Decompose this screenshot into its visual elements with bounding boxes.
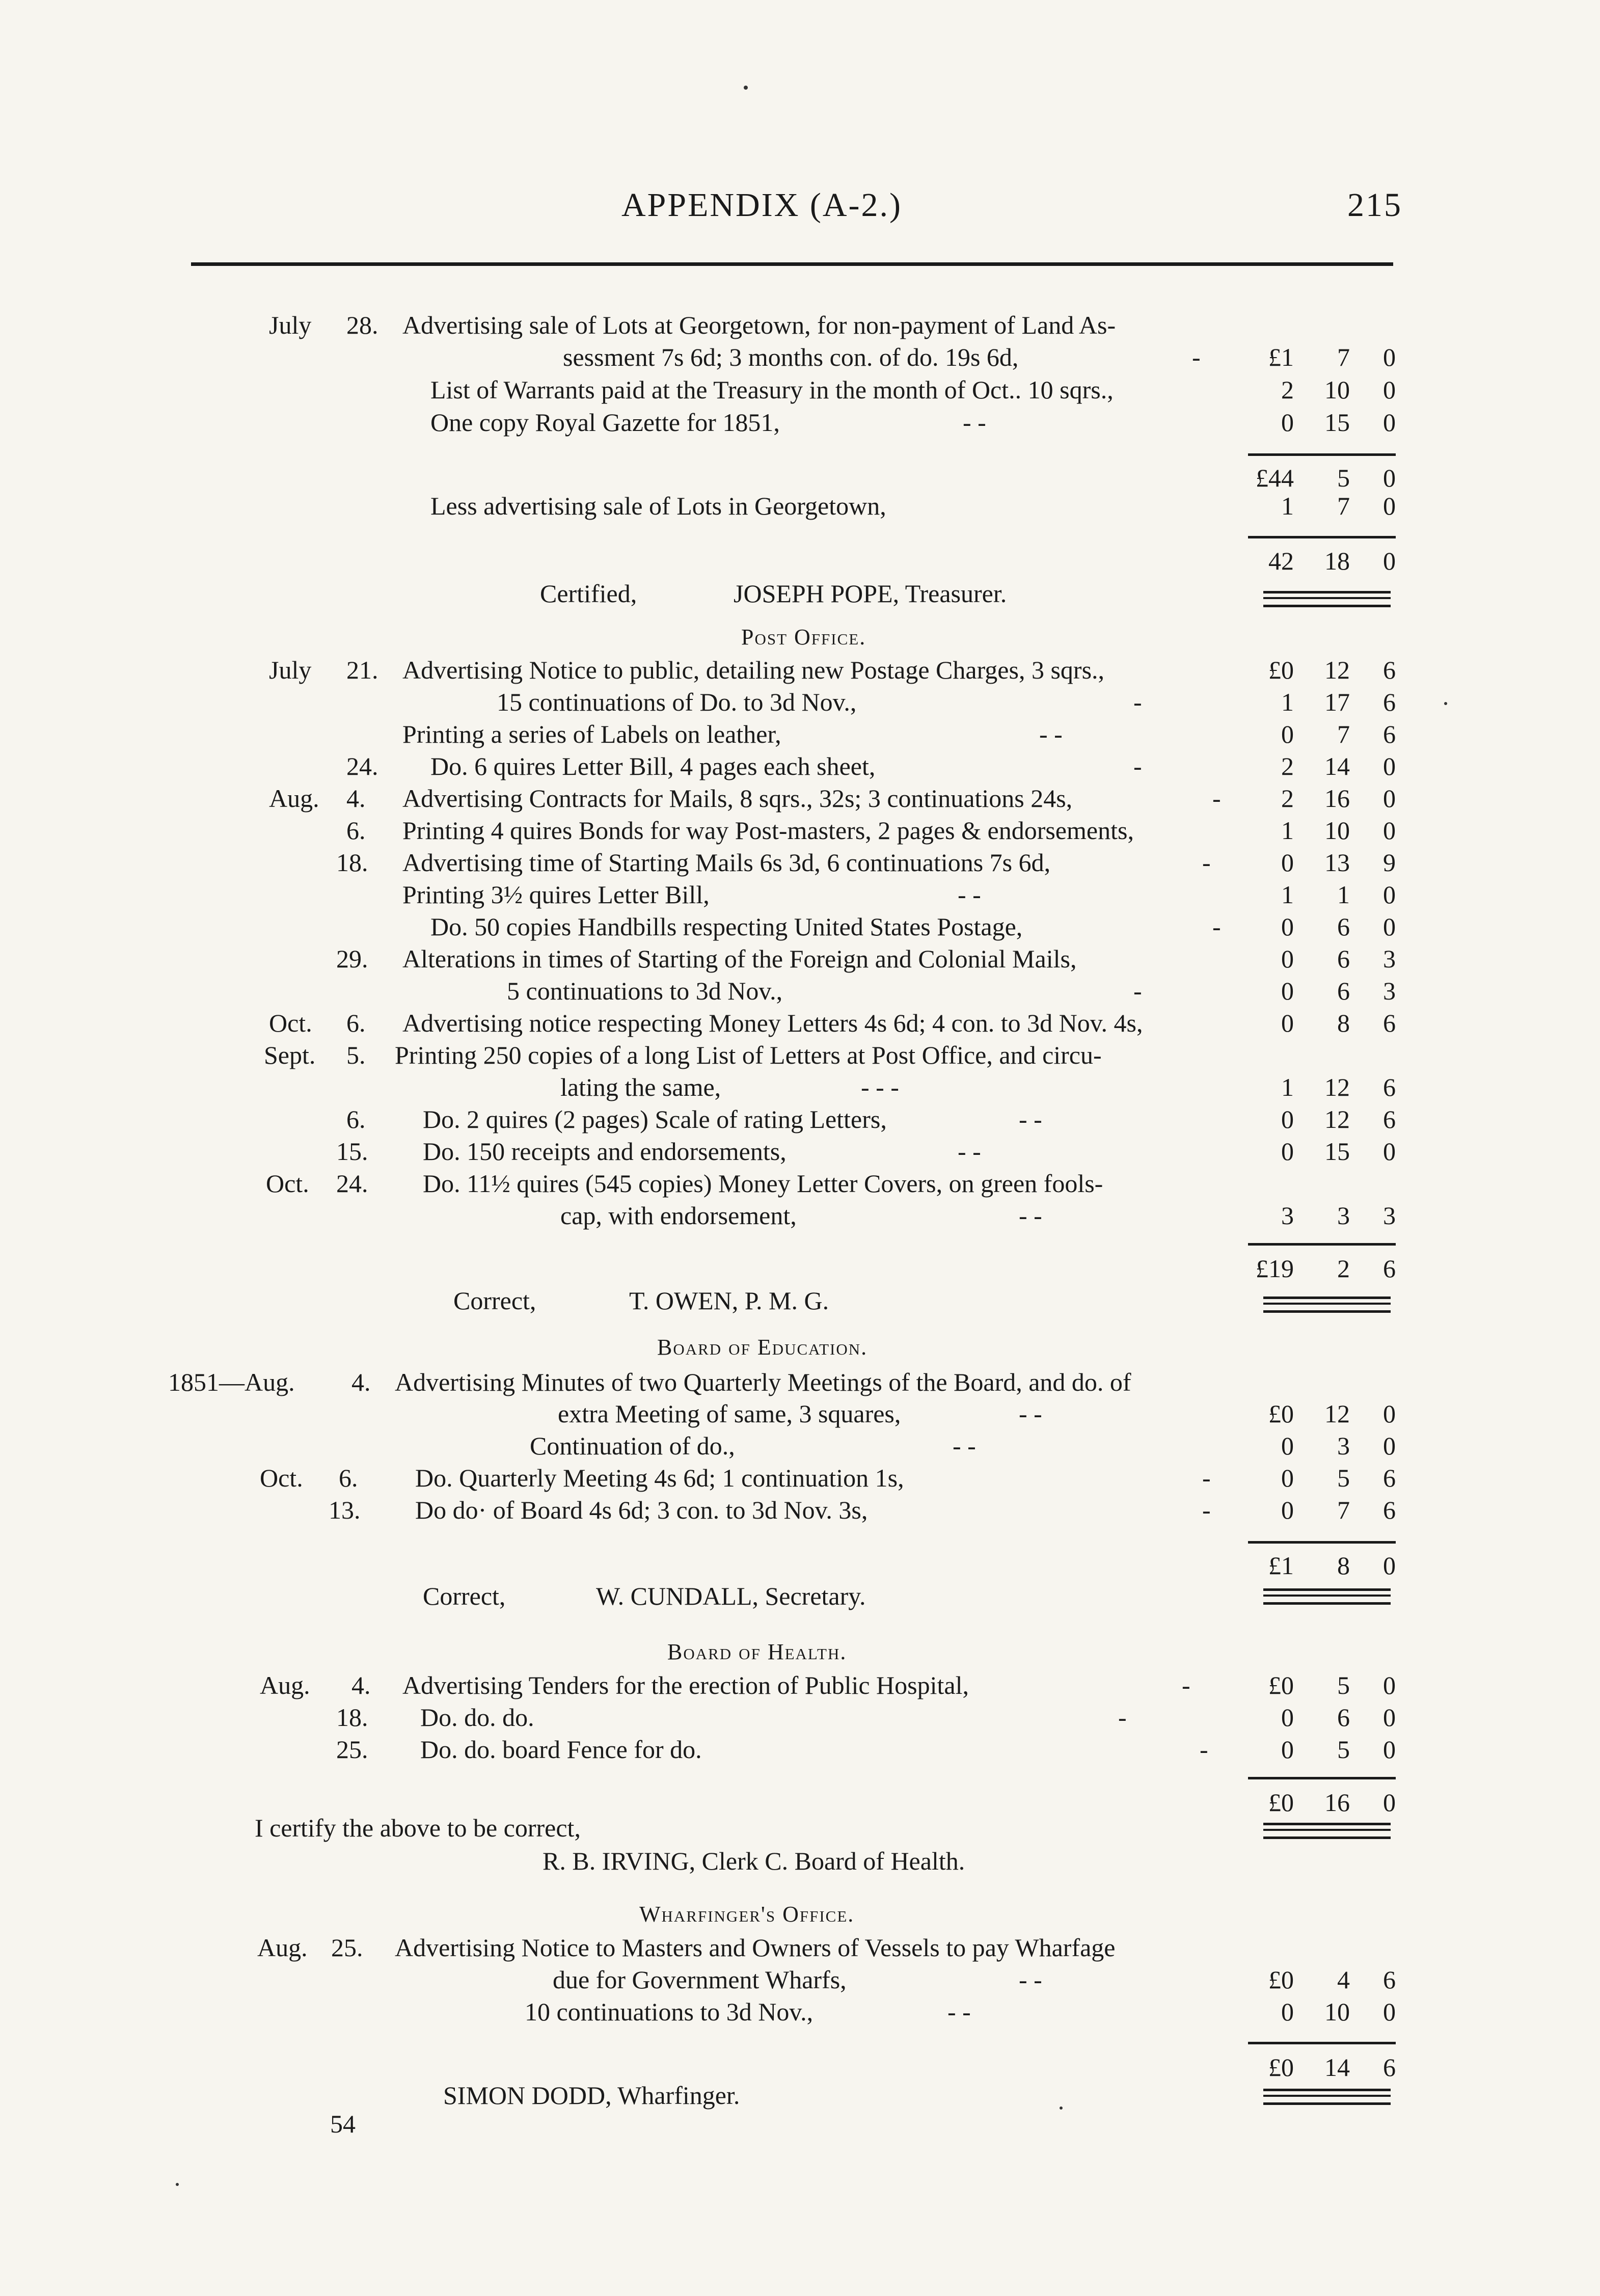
entry-text: 15 continuations of Do. to 3d Nov., xyxy=(497,688,857,716)
entry-text: Do. 2 quires (2 pages) Scale of rating Letters, xyxy=(423,1105,887,1133)
amount-shillings: 5 xyxy=(1337,464,1350,492)
amount-pence: 0 xyxy=(1383,408,1396,437)
amount-pounds: 0 xyxy=(1281,944,1294,973)
amount-pounds: £0 xyxy=(1268,1671,1294,1699)
ledger-line xyxy=(0,340,1600,374)
ledger-line xyxy=(0,942,1600,976)
ledger-line xyxy=(0,685,1600,719)
amount-shillings: 8 xyxy=(1337,1551,1350,1580)
leader-dash: - xyxy=(1192,343,1201,371)
ledger-line xyxy=(0,1963,1600,1996)
amount-shillings: 6 xyxy=(1337,1703,1350,1732)
amount-pence: 9 xyxy=(1383,848,1396,877)
ledger-line xyxy=(0,974,1600,1008)
leader-dash: - xyxy=(1212,784,1221,813)
entry-text: extra Meeting of same, 3 squares, xyxy=(558,1399,901,1428)
amount-pence: 0 xyxy=(1383,1399,1396,1428)
amount-pounds: £0 xyxy=(1268,1788,1294,1817)
double-rule xyxy=(1263,591,1391,607)
amount-pence: 6 xyxy=(1383,1105,1396,1133)
amount-pounds: 0 xyxy=(1281,912,1294,941)
leader-dash: - xyxy=(1212,912,1221,941)
section-heading: Board of Health. xyxy=(667,1639,847,1664)
signatory: T. OWEN, P. M. G. xyxy=(629,1286,829,1315)
amount-pounds: 0 xyxy=(1281,1997,1294,2026)
ledger-line xyxy=(0,1070,1600,1104)
ledger-line xyxy=(0,1102,1600,1136)
leader-dash: - - xyxy=(1019,1965,1042,1994)
entry-text: cap, with endorsement, xyxy=(560,1201,797,1230)
total-line xyxy=(0,1252,1600,1285)
leader-dash: - - xyxy=(1019,1399,1042,1428)
leader-dash: - xyxy=(1200,1735,1208,1764)
amount-shillings: 1 xyxy=(1337,880,1350,909)
amount-pence: 3 xyxy=(1383,944,1396,973)
ledger-line xyxy=(0,878,1600,911)
amount-shillings: 2 xyxy=(1337,1254,1350,1283)
amount-pence: 0 xyxy=(1383,1671,1396,1699)
entry-text: 10 continuations to 3d Nov., xyxy=(525,1997,813,2026)
amount-pounds: 2 xyxy=(1281,375,1294,404)
ink-speck xyxy=(744,86,748,90)
entry-day: 29. xyxy=(336,944,368,973)
page-number: 215 xyxy=(1347,186,1402,224)
entry-day: 24. xyxy=(346,752,378,780)
total-rule xyxy=(1248,2042,1396,2044)
amount-pence: 3 xyxy=(1383,977,1396,1005)
ledger-line xyxy=(0,1038,1600,1072)
amount-shillings: 12 xyxy=(1324,656,1350,684)
entry-text: Do. 11½ quires (545 copies) Money Letter Covers, on green fools- xyxy=(423,1169,1103,1198)
entry-text: Advertising Tenders for the erection of Public Hospital, xyxy=(402,1671,969,1699)
leader-dash: - xyxy=(1133,752,1142,780)
leader-dash: - - xyxy=(1019,1105,1042,1133)
amount-pence: 0 xyxy=(1383,752,1396,780)
signatory: R. B. IRVING, Clerk C. Board of Health. xyxy=(543,1847,965,1875)
certify-text: I certify the above to be correct, xyxy=(255,1814,581,1842)
entry-text: One copy Royal Gazette for 1851, xyxy=(430,408,780,437)
leader-dash: - - xyxy=(953,1431,976,1460)
signatory: W. CUNDALL, Secretary. xyxy=(596,1582,866,1610)
leader-dash: - xyxy=(1202,1464,1211,1492)
entry-month: Oct. xyxy=(269,1009,312,1037)
ledger-line xyxy=(0,1931,1600,1964)
leader-dash: - - xyxy=(958,880,981,909)
ledger-line xyxy=(0,717,1600,751)
entry-month: Oct. xyxy=(260,1464,303,1492)
amount-pence: 0 xyxy=(1383,492,1396,520)
amount-pounds: 2 xyxy=(1281,784,1294,813)
amount-shillings: 10 xyxy=(1324,816,1350,845)
entry-text: 5 continuations to 3d Nov., xyxy=(507,977,783,1005)
correct-label: Correct, xyxy=(453,1286,536,1315)
leader-dash: - xyxy=(1202,1496,1211,1524)
entry-text: Do. Quarterly Meeting 4s 6d; 1 continuation 1s, xyxy=(415,1464,904,1492)
entry-day: 4. xyxy=(346,784,366,813)
amount-pence: 0 xyxy=(1383,816,1396,845)
amount-pence: 0 xyxy=(1383,912,1396,941)
amount-shillings: 14 xyxy=(1324,752,1350,780)
ledger-line xyxy=(0,749,1600,783)
amount-shillings: 18 xyxy=(1324,547,1350,575)
entry-month: Aug. xyxy=(257,1933,308,1962)
entry-text: Do. do. board Fence for do. xyxy=(420,1735,702,1764)
amount-pence: 0 xyxy=(1383,464,1396,492)
total-rule xyxy=(1248,536,1396,538)
amount-shillings: 16 xyxy=(1324,1788,1350,1817)
amount-pence: 6 xyxy=(1383,688,1396,716)
amount-pence: 6 xyxy=(1383,656,1396,684)
amount-pence: 0 xyxy=(1383,1997,1396,2026)
ledger-line xyxy=(0,373,1600,407)
amount-shillings: 8 xyxy=(1337,1009,1350,1037)
leader-dash: - xyxy=(1182,1671,1190,1699)
amount-pence: 0 xyxy=(1383,375,1396,404)
ledger-line xyxy=(0,1199,1600,1232)
net-line xyxy=(0,544,1600,578)
amount-pence: 3 xyxy=(1383,1201,1396,1230)
section-heading: Wharfinger's Office. xyxy=(639,1902,855,1927)
total-rule xyxy=(1248,1777,1396,1779)
amount-pence: 0 xyxy=(1383,547,1396,575)
amount-shillings: 14 xyxy=(1324,2053,1350,2082)
leader-dash: - - xyxy=(963,408,986,437)
double-rule xyxy=(1263,1588,1391,1605)
amount-shillings: 16 xyxy=(1324,784,1350,813)
entry-month: 1851—Aug. xyxy=(168,1368,295,1396)
entry-month: July xyxy=(269,656,312,684)
ledger-line xyxy=(0,910,1600,943)
entry-text: Advertising Notice to public, detailing new Postage Charges, 3 sqrs., xyxy=(402,656,1105,684)
entry-text: Less advertising sale of Lots in Georgetown, xyxy=(430,492,886,520)
amount-pounds: 0 xyxy=(1281,1496,1294,1524)
amount-pence: 6 xyxy=(1383,720,1396,748)
amount-pence: 6 xyxy=(1383,1496,1396,1524)
double-rule xyxy=(1263,2089,1391,2105)
amount-pounds: £0 xyxy=(1268,2053,1294,2082)
entry-day: 21. xyxy=(346,656,378,684)
ledger-line xyxy=(0,814,1600,847)
amount-shillings: 7 xyxy=(1337,720,1350,748)
amount-shillings: 7 xyxy=(1337,1496,1350,1524)
entry-day: 6. xyxy=(346,1009,366,1037)
ink-speck xyxy=(176,2183,179,2186)
entry-day: 5. xyxy=(346,1041,366,1069)
less-line xyxy=(0,489,1600,523)
total-rule xyxy=(1248,453,1396,456)
entry-text: Do. do. do. xyxy=(420,1703,534,1732)
entry-text: Printing 250 copies of a long List of Letters at Post Office, and circu- xyxy=(395,1041,1102,1069)
ledger-line xyxy=(0,1995,1600,2029)
amount-pounds: £19 xyxy=(1256,1254,1294,1283)
correct-label: Correct, xyxy=(423,1582,506,1610)
amount-shillings: 5 xyxy=(1337,1464,1350,1492)
amount-pence: 0 xyxy=(1383,1551,1396,1580)
amount-pounds: 2 xyxy=(1281,752,1294,780)
amount-pounds: 42 xyxy=(1268,547,1294,575)
amount-pounds: 0 xyxy=(1281,408,1294,437)
amount-pence: 6 xyxy=(1383,1254,1396,1283)
amount-shillings: 6 xyxy=(1337,912,1350,941)
entry-text: lating the same, xyxy=(560,1073,721,1101)
ledger-line xyxy=(0,1397,1600,1430)
ledger-line xyxy=(0,1429,1600,1463)
amount-pounds: 0 xyxy=(1281,1431,1294,1460)
entry-day: 18. xyxy=(336,1703,368,1732)
amount-pounds: 0 xyxy=(1281,720,1294,748)
amount-pounds: 3 xyxy=(1281,1201,1294,1230)
entry-day: 25. xyxy=(336,1735,368,1764)
amount-shillings: 12 xyxy=(1324,1073,1350,1101)
amount-pence: 6 xyxy=(1383,1009,1396,1037)
leader-dash: - xyxy=(1202,848,1211,877)
ledger-line xyxy=(0,1006,1600,1040)
entry-day: 4. xyxy=(351,1368,371,1396)
entry-day: 6. xyxy=(346,1105,366,1133)
ledger-line xyxy=(0,1668,1600,1702)
entry-text: Advertising time of Starting Mails 6s 3d, 6 continuations 7s 6d, xyxy=(402,848,1051,877)
entry-text: Alterations in times of Starting of the Foreign and Colonial Mails, xyxy=(402,944,1077,973)
entry-day: 4. xyxy=(351,1671,371,1699)
entry-month: Aug. xyxy=(269,784,319,813)
leader-dash: - xyxy=(1133,688,1142,716)
ledger-line xyxy=(0,1135,1600,1168)
amount-shillings: 3 xyxy=(1337,1431,1350,1460)
entry-text: Advertising Minutes of two Quarterly Meetings of the Board, and do. of xyxy=(395,1368,1131,1396)
amount-pence: 0 xyxy=(1383,1788,1396,1817)
entry-text: Advertising Contracts for Mails, 8 sqrs., 32s; 3 continuations 24s, xyxy=(402,784,1073,813)
amount-pence: 0 xyxy=(1383,1137,1396,1166)
double-rule xyxy=(1263,1823,1391,1839)
total-line xyxy=(0,1549,1600,1582)
header-rule xyxy=(191,262,1393,266)
leader-dash: - - xyxy=(958,1137,981,1166)
amount-pounds: 0 xyxy=(1281,1735,1294,1764)
entry-text: Do. 150 receipts and endorsements, xyxy=(423,1137,787,1166)
amount-shillings: 15 xyxy=(1324,1137,1350,1166)
amount-pounds: 1 xyxy=(1281,688,1294,716)
leader-dash: - xyxy=(1118,1703,1127,1732)
entry-day: 28. xyxy=(346,311,378,339)
amount-shillings: 12 xyxy=(1324,1399,1350,1428)
amount-pence: 0 xyxy=(1383,1431,1396,1460)
double-rule xyxy=(1263,1296,1391,1313)
amount-shillings: 7 xyxy=(1337,343,1350,371)
amount-shillings: 5 xyxy=(1337,1735,1350,1764)
total-rule xyxy=(1248,1541,1396,1544)
amount-pounds: £44 xyxy=(1256,464,1294,492)
amount-pounds: 0 xyxy=(1281,1105,1294,1133)
amount-shillings: 4 xyxy=(1337,1965,1350,1994)
amount-shillings: 7 xyxy=(1337,492,1350,520)
amount-pence: 0 xyxy=(1383,1735,1396,1764)
amount-shillings: 15 xyxy=(1324,408,1350,437)
amount-pounds: 0 xyxy=(1281,1464,1294,1492)
entry-month: Aug. xyxy=(260,1671,310,1699)
section-heading: Post Office. xyxy=(741,625,866,650)
ledger-line xyxy=(0,1493,1600,1527)
leader-dash: - - xyxy=(1039,720,1063,748)
ledger-line xyxy=(0,1167,1600,1200)
entry-text: Continuation of do., xyxy=(530,1431,735,1460)
amount-pence: 6 xyxy=(1383,2053,1396,2082)
amount-shillings: 13 xyxy=(1324,848,1350,877)
signatory: SIMON DODD, Wharfinger. xyxy=(443,2081,740,2110)
signatory: JOSEPH POPE, Treasurer. xyxy=(734,579,1007,608)
ledger-line xyxy=(0,1733,1600,1766)
entry-text: Do. 6 quires Letter Bill, 4 pages each sheet, xyxy=(430,752,876,780)
entry-text: due for Government Wharfs, xyxy=(553,1965,847,1994)
amount-pounds: 0 xyxy=(1281,977,1294,1005)
amount-pounds: 1 xyxy=(1281,1073,1294,1101)
amount-pounds: £1 xyxy=(1268,343,1294,371)
amount-shillings: 12 xyxy=(1324,1105,1350,1133)
entry-day: 13. xyxy=(329,1496,361,1524)
amount-pounds: £0 xyxy=(1268,1399,1294,1428)
amount-shillings: 10 xyxy=(1324,1997,1350,2026)
amount-pounds: £0 xyxy=(1268,1965,1294,1994)
entry-month: Oct. xyxy=(266,1169,309,1198)
amount-pounds: 1 xyxy=(1281,880,1294,909)
amount-pounds: £0 xyxy=(1268,656,1294,684)
signature-line xyxy=(0,1844,1600,1878)
entry-month: Sept. xyxy=(264,1041,316,1069)
entry-day: 6. xyxy=(346,816,366,845)
amount-pence: 0 xyxy=(1383,784,1396,813)
amount-pounds: 0 xyxy=(1281,1703,1294,1732)
amount-pounds: £1 xyxy=(1268,1551,1294,1580)
entry-text: Advertising sale of Lots at Georgetown, for non-payment of Land As- xyxy=(402,311,1116,339)
amount-pence: 0 xyxy=(1383,880,1396,909)
entry-day: 15. xyxy=(336,1137,368,1166)
total-rule xyxy=(1248,1243,1396,1246)
amount-shillings: 3 xyxy=(1337,1201,1350,1230)
leader-dash: - xyxy=(1133,977,1142,1005)
leader-dash: - - - xyxy=(861,1073,899,1101)
amount-pence: 6 xyxy=(1383,1464,1396,1492)
amount-shillings: 6 xyxy=(1337,944,1350,973)
entry-day: 25. xyxy=(331,1933,363,1962)
ledger-line xyxy=(0,308,1600,342)
entry-text: Printing 3½ quires Letter Bill, xyxy=(402,880,710,909)
ledger-line xyxy=(0,781,1600,815)
amount-pence: 0 xyxy=(1383,343,1396,371)
amount-pounds: 0 xyxy=(1281,1137,1294,1166)
entry-text: sessment 7s 6d; 3 months con. of do. 19s 6d, xyxy=(563,343,1019,371)
entry-day: 18. xyxy=(336,848,368,877)
amount-shillings: 5 xyxy=(1337,1671,1350,1699)
amount-pence: 0 xyxy=(1383,1703,1396,1732)
entry-day: 24. xyxy=(336,1169,368,1198)
amount-pence: 6 xyxy=(1383,1073,1396,1101)
leader-dash: - - xyxy=(947,1997,971,2026)
amount-shillings: 6 xyxy=(1337,977,1350,1005)
ledger-line xyxy=(0,406,1600,439)
entry-text: Advertising Notice to Masters and Owners of Vessels to pay Wharfage xyxy=(395,1933,1116,1962)
leader-dash: - - xyxy=(1019,1201,1042,1230)
ledger-line xyxy=(0,653,1600,687)
entry-text: Advertising notice respecting Money Letters 4s 6d; 4 con. to 3d Nov. 4s, xyxy=(402,1009,1143,1037)
amount-pounds: 0 xyxy=(1281,848,1294,877)
ledger-line xyxy=(0,846,1600,879)
ledger-line xyxy=(0,1700,1600,1734)
certified-label: Certified, xyxy=(540,579,637,608)
entry-text: Do. 50 copies Handbills respecting United States Postage, xyxy=(430,912,1023,941)
entry-text: Printing 4 quires Bonds for way Post-masters, 2 pages & endorsements, xyxy=(402,816,1134,845)
entry-text: Printing a series of Labels on leather, xyxy=(402,720,781,748)
entry-text: List of Warrants paid at the Treasury in the month of Oct.. 10 sqrs., xyxy=(430,375,1114,404)
amount-pence: 6 xyxy=(1383,1965,1396,1994)
section-heading: Board of Education. xyxy=(657,1335,868,1360)
ledger-line xyxy=(0,1365,1600,1399)
entry-day: 6. xyxy=(339,1464,358,1492)
amount-pounds: 0 xyxy=(1281,1009,1294,1037)
amount-pounds: 1 xyxy=(1281,492,1294,520)
amount-pounds: 1 xyxy=(1281,816,1294,845)
amount-shillings: 10 xyxy=(1324,375,1350,404)
page-title: APPENDIX (A-2.) xyxy=(621,186,902,224)
entry-month: July xyxy=(269,311,312,339)
ledger-line xyxy=(0,1461,1600,1495)
entry-text: Do do· of Board 4s 6d; 3 con. to 3d Nov. 3s, xyxy=(415,1496,868,1524)
signature-mark: 54 xyxy=(330,2110,356,2138)
amount-shillings: 17 xyxy=(1324,688,1350,716)
